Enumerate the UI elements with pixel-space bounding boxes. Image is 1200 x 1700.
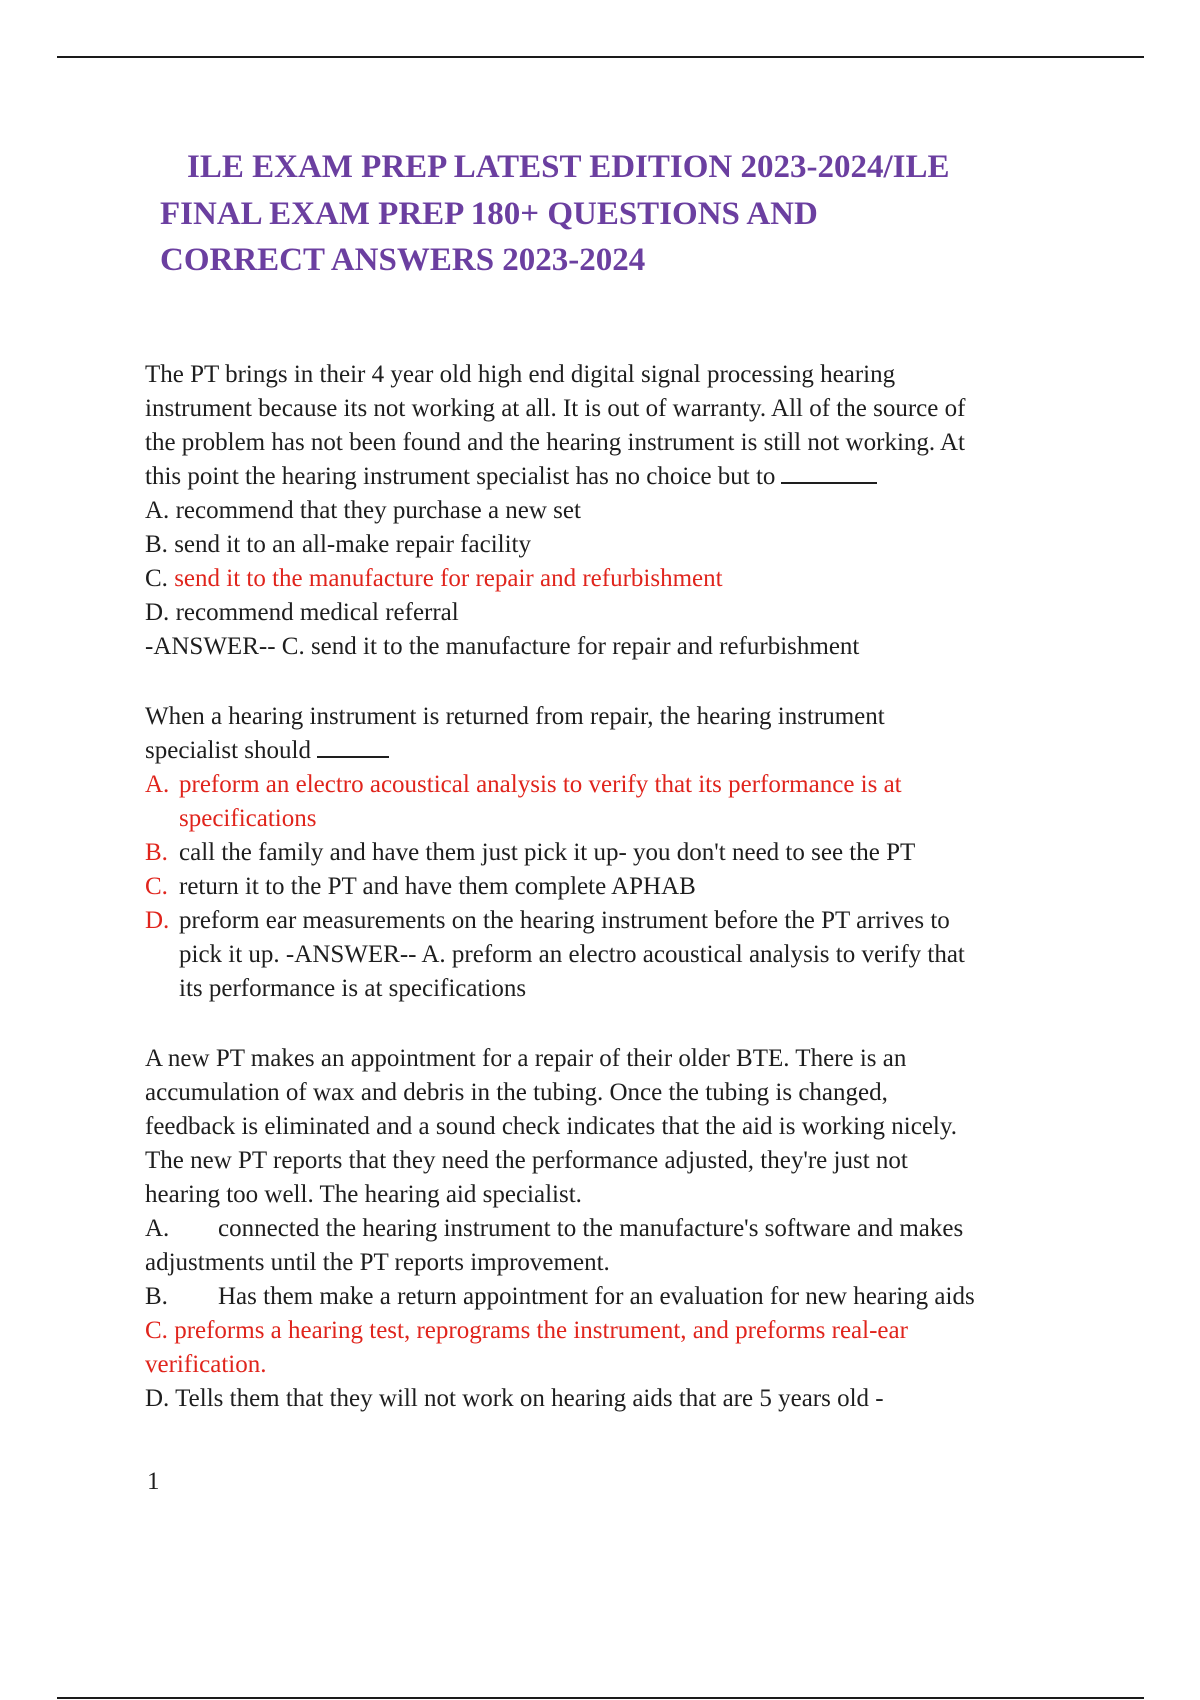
option-text-line: its performance is at specifications	[179, 975, 527, 1002]
option-letter: A.	[145, 497, 170, 524]
title-line-3: CORRECT ANSWERS 2023-2024	[160, 242, 646, 278]
answer-line: -ANSWER-- C. send it to the manufacture for repair and refurbishment	[145, 633, 860, 660]
option-d	[145, 904, 1095, 1006]
question-2	[145, 700, 1095, 1006]
option-text: Has them make a return appointment for an evaluation for new hearing aids	[218, 1283, 975, 1310]
question-3	[145, 1042, 1095, 1416]
option-letter: A.	[145, 1215, 170, 1242]
option-text: Tells them that they will not work on hearing aids that are 5 years old -	[175, 1385, 884, 1412]
option-a-continued: adjustments until the PT reports improvement.	[145, 1249, 610, 1276]
option-text: recommend medical referral	[175, 599, 459, 626]
option-letter: D.	[145, 907, 170, 934]
question-stem-line: accumulation of wax and debris in the tubing. Once the tubing is changed,	[145, 1079, 888, 1106]
option-c-correct	[145, 1314, 1095, 1348]
bottom-rule	[57, 1697, 1144, 1699]
question-stem-line	[145, 460, 1095, 494]
answer-blank	[317, 736, 389, 758]
option-c-correct	[145, 562, 1095, 596]
option-letter: C.	[145, 873, 168, 900]
option-text-line: preforms a hearing test, reprograms the instrument, and preforms real-ear	[174, 1317, 908, 1344]
option-letter: C.	[145, 1317, 168, 1344]
option-b	[145, 528, 1095, 562]
question-stem-line: hearing too well. The hearing aid specialist.	[145, 1181, 582, 1208]
option-text: send it to the manufacture for repair and refurbishment	[174, 565, 723, 592]
question-stem-line	[145, 734, 1095, 768]
question-stem-line: A new PT makes an appointment for a repair of their older BTE. There is an	[145, 1045, 907, 1072]
option-b	[145, 1280, 1095, 1314]
option-a-correct	[145, 768, 1095, 836]
option-text: call the family and have them just pick it up- you don't need to see the PT	[179, 839, 916, 866]
option-text-line: preform an electro acoustical analysis to verify that its performance is at	[179, 771, 902, 798]
answer-blank	[781, 462, 877, 484]
option-text-line: connected the hearing instrument to the manufacture's software and makes	[218, 1215, 964, 1242]
option-d	[145, 1382, 1095, 1416]
question-stem-line: feedback is eliminated and a sound check indicates that the aid is working nicely.	[145, 1113, 957, 1140]
option-c	[145, 870, 1095, 904]
option-letter: B.	[145, 531, 168, 558]
title-line-2: FINAL EXAM PREP 180+ QUESTIONS AND	[160, 195, 818, 232]
question-stem-line: instrument because its not working at all. It is out of warranty. All of the source of	[145, 395, 966, 422]
option-text	[179, 768, 1059, 836]
option-letter: D.	[145, 1385, 170, 1412]
question-stem-line: When a hearing instrument is returned from repair, the hearing instrument	[145, 703, 885, 730]
document-title	[160, 144, 1100, 284]
top-rule	[57, 56, 1144, 58]
option-a	[145, 1212, 1095, 1246]
option-text: return it to the PT and have them complete APHAB	[179, 873, 696, 900]
option-text-line: pick it up. -ANSWER-- A. preform an electro acoustical analysis to verify that	[179, 941, 965, 968]
title-line-1: ILE EXAM PREP LATEST EDITION 2023-2024/ILE	[187, 149, 950, 185]
question-stem-line: The PT brings in their 4 year old high end digital signal processing hearing	[145, 361, 896, 388]
option-text	[179, 904, 1059, 1006]
option-text: recommend that they purchase a new set	[175, 497, 581, 524]
option-text: send it to an all-make repair facility	[174, 531, 531, 558]
question-stem-text: specialist should	[145, 737, 311, 764]
page-number: 1	[147, 1468, 160, 1495]
option-letter: B.	[145, 839, 168, 866]
option-letter: D.	[145, 599, 170, 626]
option-b	[145, 836, 1095, 870]
option-letter: A.	[145, 771, 170, 798]
option-a	[145, 494, 1095, 528]
question-stem-line: the problem has not been found and the hearing instrument is still not working. At	[145, 429, 966, 456]
question-stem-line: The new PT reports that they need the performance adjusted, they're just not	[145, 1147, 908, 1174]
question-stem-text: this point the hearing instrument specialist has no choice but to	[145, 463, 776, 490]
option-letter: B.	[145, 1283, 168, 1310]
question-1	[145, 358, 1095, 664]
option-c-continued: verification.	[145, 1351, 267, 1378]
option-text-line: specifications	[179, 805, 317, 832]
option-letter: C.	[145, 565, 168, 592]
option-d	[145, 596, 1095, 630]
option-text-line: preform ear measurements on the hearing instrument before the PT arrives to	[179, 907, 950, 934]
questions-body	[145, 358, 1095, 1452]
